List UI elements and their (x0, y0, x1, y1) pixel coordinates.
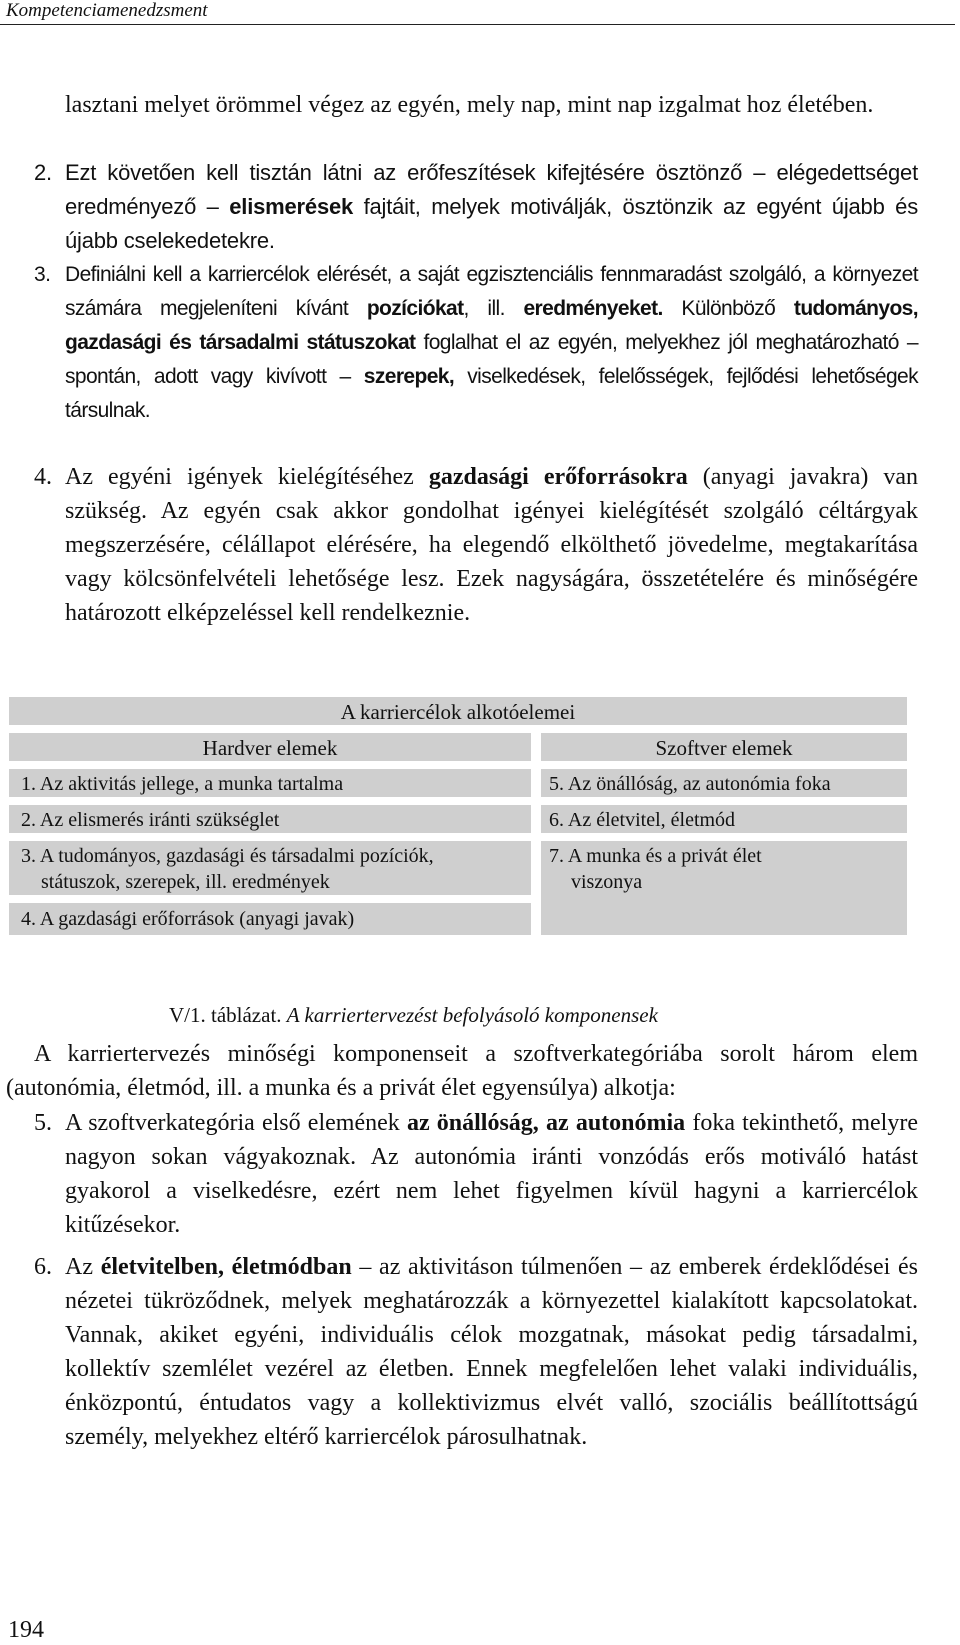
intro-paragraph (6, 1037, 918, 1105)
list-item-4 (34, 460, 918, 630)
item5-text-2: foka tekinthető, melyre nagyon sokan vágyakoznak. Az autonómia iránti vonzódás erős motiváló hatást gyakorol a viselkedésre, ezért nem lehet figyelmen kívül hagyni a karriercélok kitűzésekor. (65, 1110, 918, 1238)
item6-bold-1: életvitelben, életmódban (100, 1254, 352, 1280)
table-cell-s7 (541, 841, 907, 935)
item4-bold-1: gazdasági erőforrásokra (428, 464, 688, 490)
item6-text-2: – az aktivitáson túlmenően – az emberek érdeklődései és nézetei tükröződnek, melyek meghatározzák a környezettel kialakított kapcsolatokat. Vannak, akiket egyéni, individuális célok mozgatnak, másokat pedig társadalmi, kollektív szemlélet vezérel az életben. Ennek megfelelően lehet valaki individuális, énközpontú, éntudatos vagy a kollektivizmus elvét valló, szociális beállítottságú személy, melyekhez eltérő karriercélok párosulhatnak. (65, 1254, 919, 1450)
intro-text: A karriertervezés minőségi komponenseit a szoftverkategóriába sorolt három elem (autonómia, életmód, ill. a munka és a privát élet egyensúlya) alkotja: (6, 1041, 918, 1101)
szoftver-item-5: 5. Az önállóság, az autonómia foka (549, 773, 831, 795)
item1-text: lasztani melyet örömmel végez az egyén, mely nap, mint nap izgalmat hoz életében. (65, 92, 874, 118)
list-item-3 (34, 258, 918, 428)
item3-text-5: viselkedések, felelősségek, fejlődési lehetőségek társulnak. (65, 365, 919, 422)
item3-text-4: foglalhat el az egyén, melyekhez jól meghatározható – spontán, adott vagy kivívott – (65, 331, 918, 388)
table-header-szoftver (541, 733, 907, 761)
item4-text-1: Az egyéni igények kielégítéséhez (65, 464, 429, 490)
item5-number: 5. (34, 1110, 52, 1136)
hardver-item-2: 2. Az elismerés iránti szükséglet (21, 809, 280, 831)
item5-bold-1: az önállóság, az autonómia (406, 1110, 686, 1136)
item3-text-2: , ill. (463, 297, 524, 320)
item3-bold-3: tudományos, gazdasági és társadalmi státuszokat (65, 297, 918, 354)
table-title: A karriercélok alkotóelemei (340, 700, 576, 724)
caption-label: V/1. táblázat. (169, 1003, 282, 1027)
table-header-hardver (9, 733, 531, 761)
col-szoftver-label: Szoftver elemek (655, 736, 793, 760)
page-number: 194 (8, 1617, 44, 1643)
item5-text-1: A szoftverkategória első elemének (65, 1110, 407, 1136)
item2-text-1: Ezt követően kell tisztán látni az erőfeszítések kifejtésére ösztönző – elégedettséget eredményező – (65, 160, 918, 219)
header-rule (0, 24, 955, 25)
item3-bold-4: szerepek, (363, 365, 455, 388)
table-cell-h4 (9, 903, 531, 935)
item3-text-1: Definiálni kell a karriercélok elérését, a saját egzisztenciális fennmaradást szolgáló, a környezet számára megjeleníteni kívánt (65, 263, 918, 320)
table-title-cell (9, 697, 907, 725)
szoftver-item-7-line-1: 7. A munka és a privát élet (549, 845, 762, 867)
list-item-5 (34, 1106, 918, 1242)
item3-bold-1: pozíciókat (366, 297, 464, 320)
item2-bold-1: elismerések (229, 194, 354, 219)
running-header: Kompetenciamenedzsment (6, 0, 208, 21)
hardver-item-4: 4. A gazdasági erőforrások (anyagi javak) (21, 908, 355, 930)
szoftver-item-7-line-2: viszonya (571, 871, 643, 893)
item6-text-1: Az (65, 1254, 101, 1280)
item3-number: 3. (34, 263, 51, 286)
caption-title: A karriertervezést befolyásoló komponensek (286, 1003, 658, 1027)
item6-number: 6. (34, 1254, 52, 1280)
table-caption (169, 1003, 658, 1028)
item3-text-3: Különböző (662, 297, 794, 320)
item4-text-2: (anyagi javakra) van szükség. Az egyén csak akkor gondolhat igényei kielégítését szolgáló céltárgyak megszerzésére, célállapot elérésére, ha elegendő elkölthető jövedelme, megtakarítása vagy kölcsönfelvételi lehetősége lesz. Ezek nagyságára, összetételére és minőségére határozott elképzeléssel kell rendelkeznie. (65, 464, 919, 626)
hardver-item-3-line-1: 3. A tudományos, gazdasági és társadalmi pozíciók, (21, 845, 434, 867)
szoftver-item-6: 6. Az életvitel, életmód (549, 809, 736, 831)
table-cell-h1 (9, 769, 531, 797)
table-cell-s5 (541, 769, 907, 797)
list-item-6 (34, 1250, 918, 1454)
item3-bold-2: eredményeket. (523, 297, 663, 320)
item2-text-2: fajtáit, melyek motiválják, ösztönzik az egyént újabb és újabb cselekedetekre. (65, 194, 919, 253)
hardver-item-1: 1. Az aktivitás jellege, a munka tartalma (21, 773, 344, 795)
item2-number: 2. (34, 160, 52, 185)
table-cell-h3 (9, 841, 531, 895)
table-cell-s6 (541, 805, 907, 833)
list-item-2 (34, 156, 918, 258)
hardver-item-3-line-2: státuszok, szerepek, ill. eredmények (41, 871, 330, 893)
item4-number: 4. (34, 464, 52, 490)
table-cell-h2 (9, 805, 531, 833)
list-item-1-continuation (65, 88, 918, 122)
col-hardver-label: Hardver elemek (202, 736, 338, 760)
